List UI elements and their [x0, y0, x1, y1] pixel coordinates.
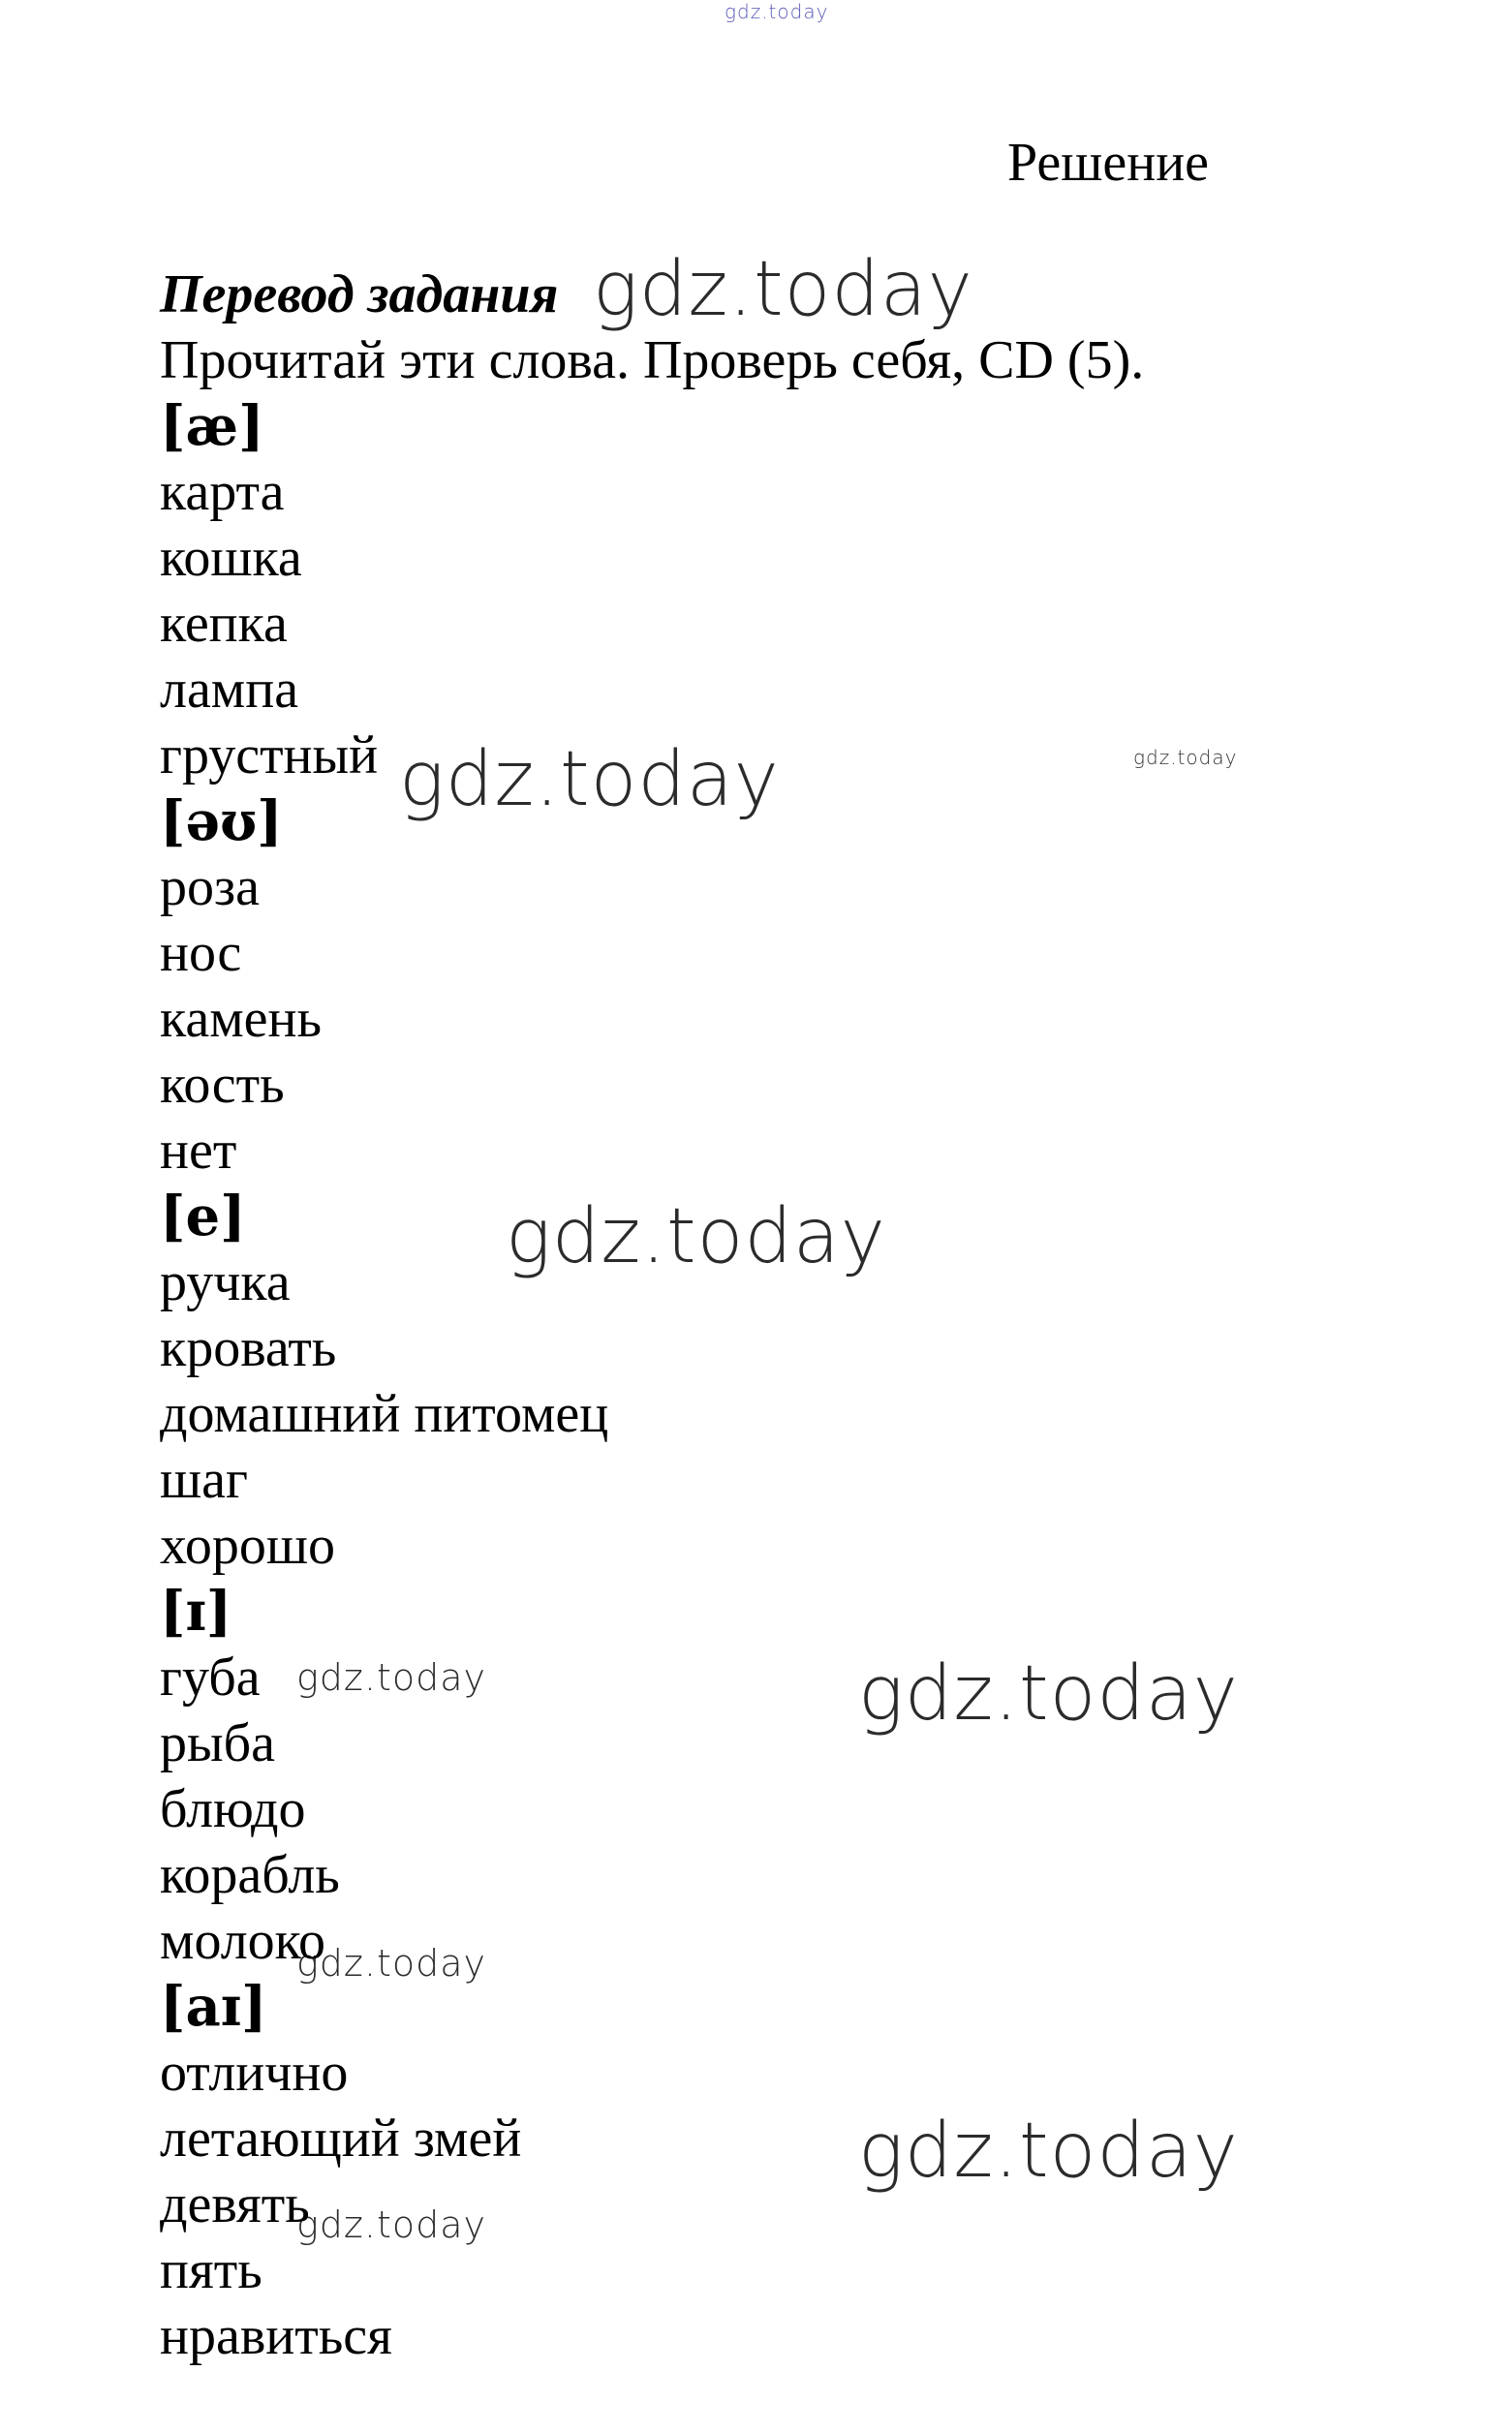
word-item: шаг: [160, 1450, 248, 1510]
word-item: губа: [160, 1648, 261, 1708]
watermark-1: gdz.today: [399, 736, 780, 823]
word-item: карта: [160, 462, 285, 522]
sound-group-e: [160, 1184, 1419, 1579]
sound-label: [ɪ]: [160, 1580, 232, 1644]
watermark-2: gdz.today: [506, 1193, 886, 1280]
watermark-top: gdz.today: [725, 0, 829, 23]
sound-group-i: [160, 1579, 1419, 1974]
word-item: грустный: [160, 725, 379, 785]
word-item: кость: [160, 1055, 285, 1115]
word-item: летающий змей: [160, 2109, 522, 2169]
word-item: рыба: [160, 1713, 275, 1773]
word-item: корабль: [160, 1845, 340, 1905]
task-instruction: Прочитай эти слова. Проверь себя, CD (5).: [160, 330, 1145, 390]
word-item: кепка: [160, 594, 288, 654]
word-item: нравиться: [160, 2306, 392, 2366]
word-item: блюдо: [160, 1779, 306, 1839]
watermark-small-3: gdz.today: [296, 2203, 486, 2246]
watermark-title: gdz.today: [593, 246, 973, 333]
sound-group-ae: [160, 393, 1419, 788]
watermark-tiny-right: gdz.today: [1133, 746, 1238, 769]
watermark-4: gdz.today: [858, 2108, 1239, 2195]
word-item: нет: [160, 1121, 237, 1181]
sound-label: [æ]: [160, 394, 264, 458]
watermark-small-1: gdz.today: [296, 1656, 486, 1699]
word-item: роза: [160, 857, 260, 917]
word-item: молоко: [160, 1911, 326, 1971]
sound-label: [əʊ]: [160, 789, 283, 853]
watermark-3: gdz.today: [858, 1650, 1239, 1738]
word-item: пять: [160, 2240, 262, 2300]
watermark-small-2: gdz.today: [296, 1942, 486, 1985]
word-item: кошка: [160, 528, 302, 588]
word-item: лампа: [160, 660, 299, 720]
sound-label: [e]: [160, 1185, 246, 1248]
word-item: отлично: [160, 2043, 349, 2103]
sound-label: [aɪ]: [160, 1975, 267, 2039]
word-item: камень: [160, 989, 323, 1049]
solution-heading: Решение: [1007, 133, 1210, 193]
task-content: [160, 262, 1419, 2369]
word-item: домашний питомец: [160, 1384, 609, 1444]
word-item: кровать: [160, 1318, 337, 1378]
word-item: девять: [160, 2174, 310, 2234]
sound-group-ai: [160, 1974, 1419, 2369]
word-item: нос: [160, 923, 242, 983]
task-title: Перевод задания: [160, 264, 559, 324]
word-item: хорошо: [160, 1516, 335, 1576]
word-item: ручка: [160, 1252, 291, 1312]
sound-group-ou: [160, 788, 1419, 1184]
